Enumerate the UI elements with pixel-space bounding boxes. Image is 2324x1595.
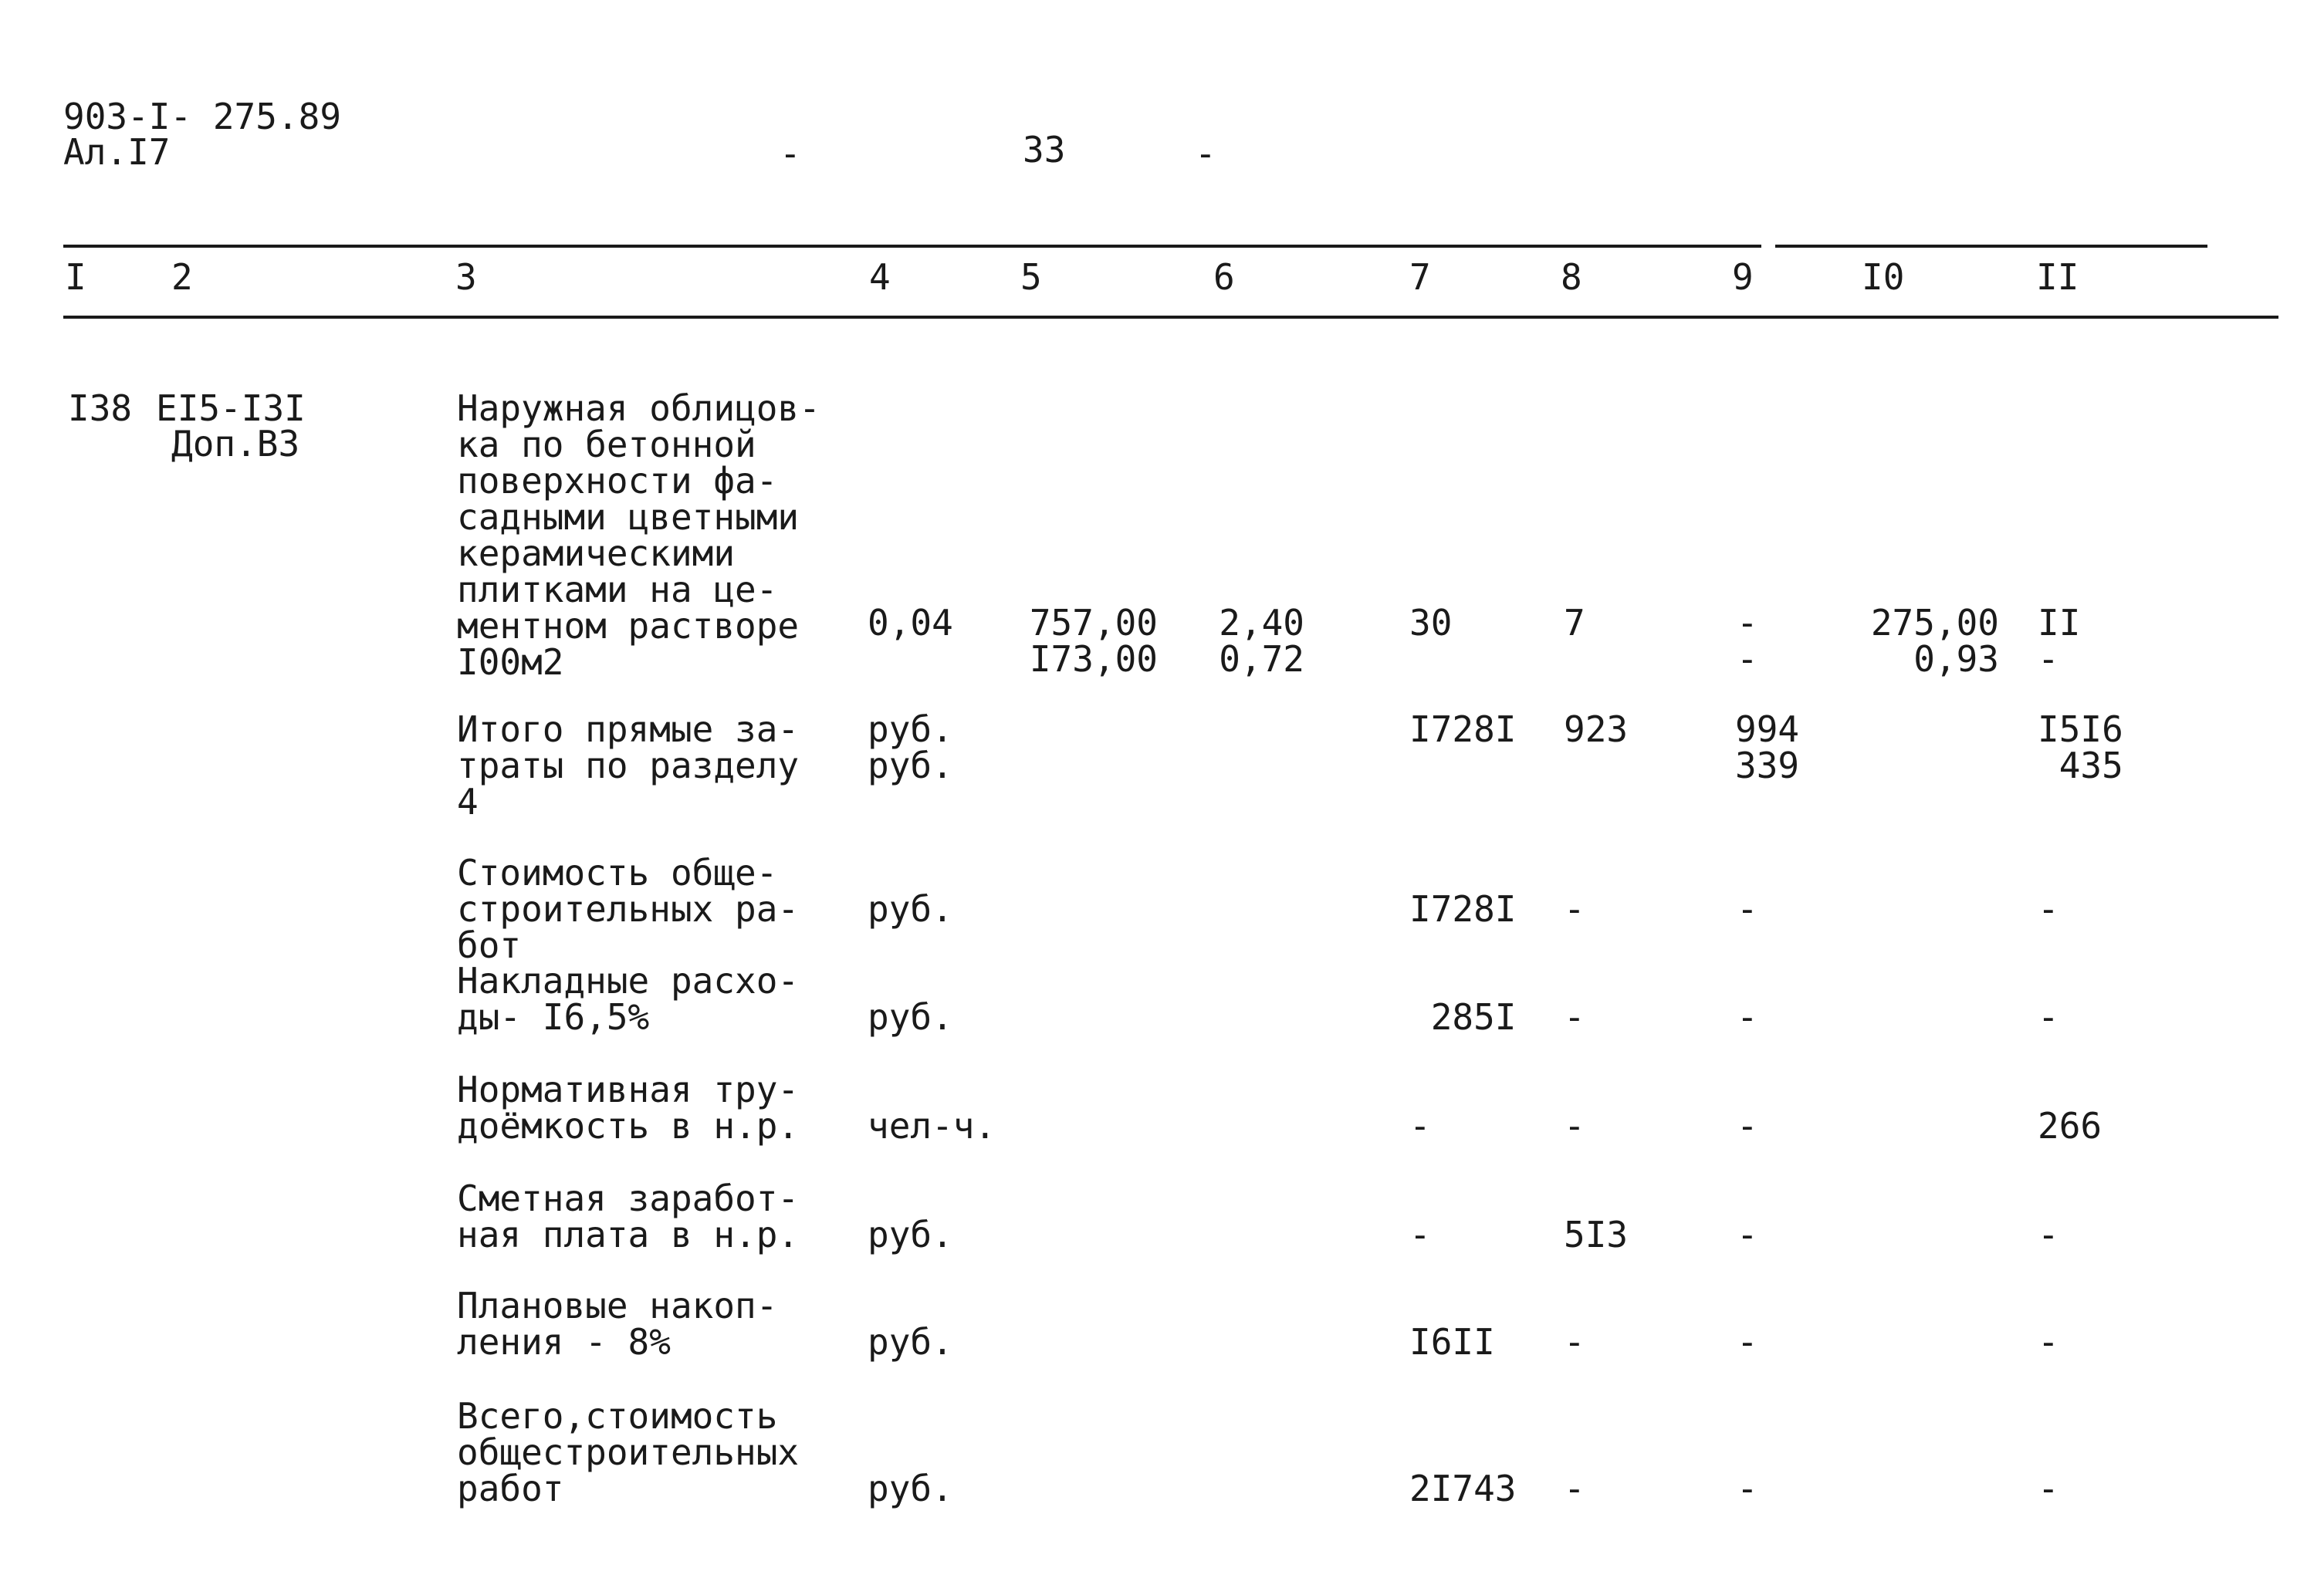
- summary-col11: -: [2038, 1321, 2059, 1363]
- summary-col8: -: [1564, 1321, 1585, 1363]
- summary-col8: -: [1564, 996, 1585, 1038]
- column-header-7: 7: [1409, 256, 1431, 298]
- page-number-dash-left: -: [780, 133, 801, 174]
- item-number: I38: [68, 387, 133, 429]
- column-header-10: I0: [1862, 256, 1905, 298]
- table-top-rule-right: [1775, 245, 2207, 248]
- summary-col9: -: [1737, 1105, 1758, 1147]
- column-header-5: 5: [1020, 256, 1042, 298]
- summary-col11: -: [2038, 1468, 2059, 1509]
- page-number-dash-right: -: [1195, 133, 1216, 174]
- item-code: EI5-I3I: [156, 387, 306, 429]
- summary-col9: 994 339: [1735, 708, 1800, 786]
- summary-col11: -: [2038, 1214, 2059, 1255]
- item-col9: - -: [1737, 602, 1758, 680]
- summary-col7: -: [1409, 1214, 1431, 1255]
- summary-col7: 2I743: [1409, 1468, 1517, 1509]
- summary-col7: I6II: [1409, 1321, 1495, 1363]
- summary-unit: чел-ч.: [868, 1105, 996, 1147]
- summary-unit: руб.: [868, 1321, 953, 1363]
- summary-col7: -: [1409, 1105, 1431, 1147]
- summary-label: Сметная заработ- ная плата в н.р.: [457, 1178, 800, 1255]
- summary-col9: -: [1737, 888, 1758, 930]
- summary-col8: -: [1564, 1468, 1585, 1509]
- item-unit-wage: 2,40 0,72: [1219, 602, 1304, 680]
- summary-col11: -: [2038, 996, 2059, 1038]
- item-quantity: 0,04: [868, 602, 953, 644]
- item-total-cost: 30: [1409, 602, 1453, 644]
- summary-col11: 266: [2038, 1105, 2102, 1147]
- summary-label: Плановые накоп- ления - 8%: [457, 1285, 778, 1363]
- item-code-supplement: Доп.B3: [171, 423, 300, 465]
- item-total-wage: 7: [1564, 602, 1585, 644]
- item-unit-cost: 757,00 I73,00: [1029, 602, 1158, 680]
- summary-col7: 285I: [1409, 996, 1517, 1038]
- summary-col8: 923: [1564, 708, 1629, 750]
- column-header-2: 2: [171, 256, 193, 298]
- summary-col9: -: [1737, 1214, 1758, 1255]
- summary-unit: руб. руб.: [868, 708, 953, 786]
- summary-label: Итого прямые за- траты по разделу 4: [457, 708, 800, 823]
- summary-col11: -: [2038, 888, 2059, 930]
- summary-unit: руб.: [868, 1214, 953, 1255]
- column-header-8: 8: [1561, 256, 1582, 298]
- column-header-1: I: [65, 256, 86, 298]
- column-header-3: 3: [455, 256, 477, 298]
- item-col11: II -: [2038, 602, 2081, 680]
- summary-col7: I728I: [1409, 708, 1517, 750]
- table-top-rule: [63, 245, 1761, 248]
- column-header-6: 6: [1213, 256, 1235, 298]
- page-number: 33: [1023, 129, 1066, 171]
- summary-col9: -: [1737, 1468, 1758, 1509]
- summary-unit: руб.: [868, 996, 953, 1038]
- summary-col8: 5I3: [1564, 1214, 1629, 1255]
- item-description: Наружная облицов- ка по бетонной поверхности фа- садными цветными керамическими плитками на це- ментном растворе I00м2: [457, 387, 820, 683]
- column-header-9: 9: [1732, 256, 1754, 298]
- summary-label: Накладные расхо- ды- I6,5%: [457, 960, 800, 1038]
- summary-label: Всего,стоимость общестроительных работ: [457, 1395, 800, 1509]
- summary-label: Нормативная тру- доёмкость в н.р.: [457, 1069, 800, 1147]
- summary-unit: руб.: [868, 1468, 953, 1509]
- summary-unit: руб.: [868, 888, 953, 930]
- table-header-bottom-rule: [63, 316, 2278, 319]
- column-header-4: 4: [869, 256, 891, 298]
- summary-label: Стоимость обще- строительных ра- бот: [457, 852, 800, 966]
- summary-col9: -: [1737, 1321, 1758, 1363]
- summary-col8: -: [1564, 888, 1585, 930]
- column-header-11: II: [2036, 256, 2079, 298]
- summary-col8: -: [1564, 1105, 1585, 1147]
- sheet-label: Ал.I7: [63, 131, 171, 173]
- summary-col11: I5I6 435: [2038, 708, 2123, 786]
- item-col10: 275,00 0,93: [1870, 602, 1999, 680]
- summary-col9: -: [1737, 996, 1758, 1038]
- summary-col7: I728I: [1409, 888, 1517, 930]
- document-code: 903-I- 275.89: [63, 96, 342, 137]
